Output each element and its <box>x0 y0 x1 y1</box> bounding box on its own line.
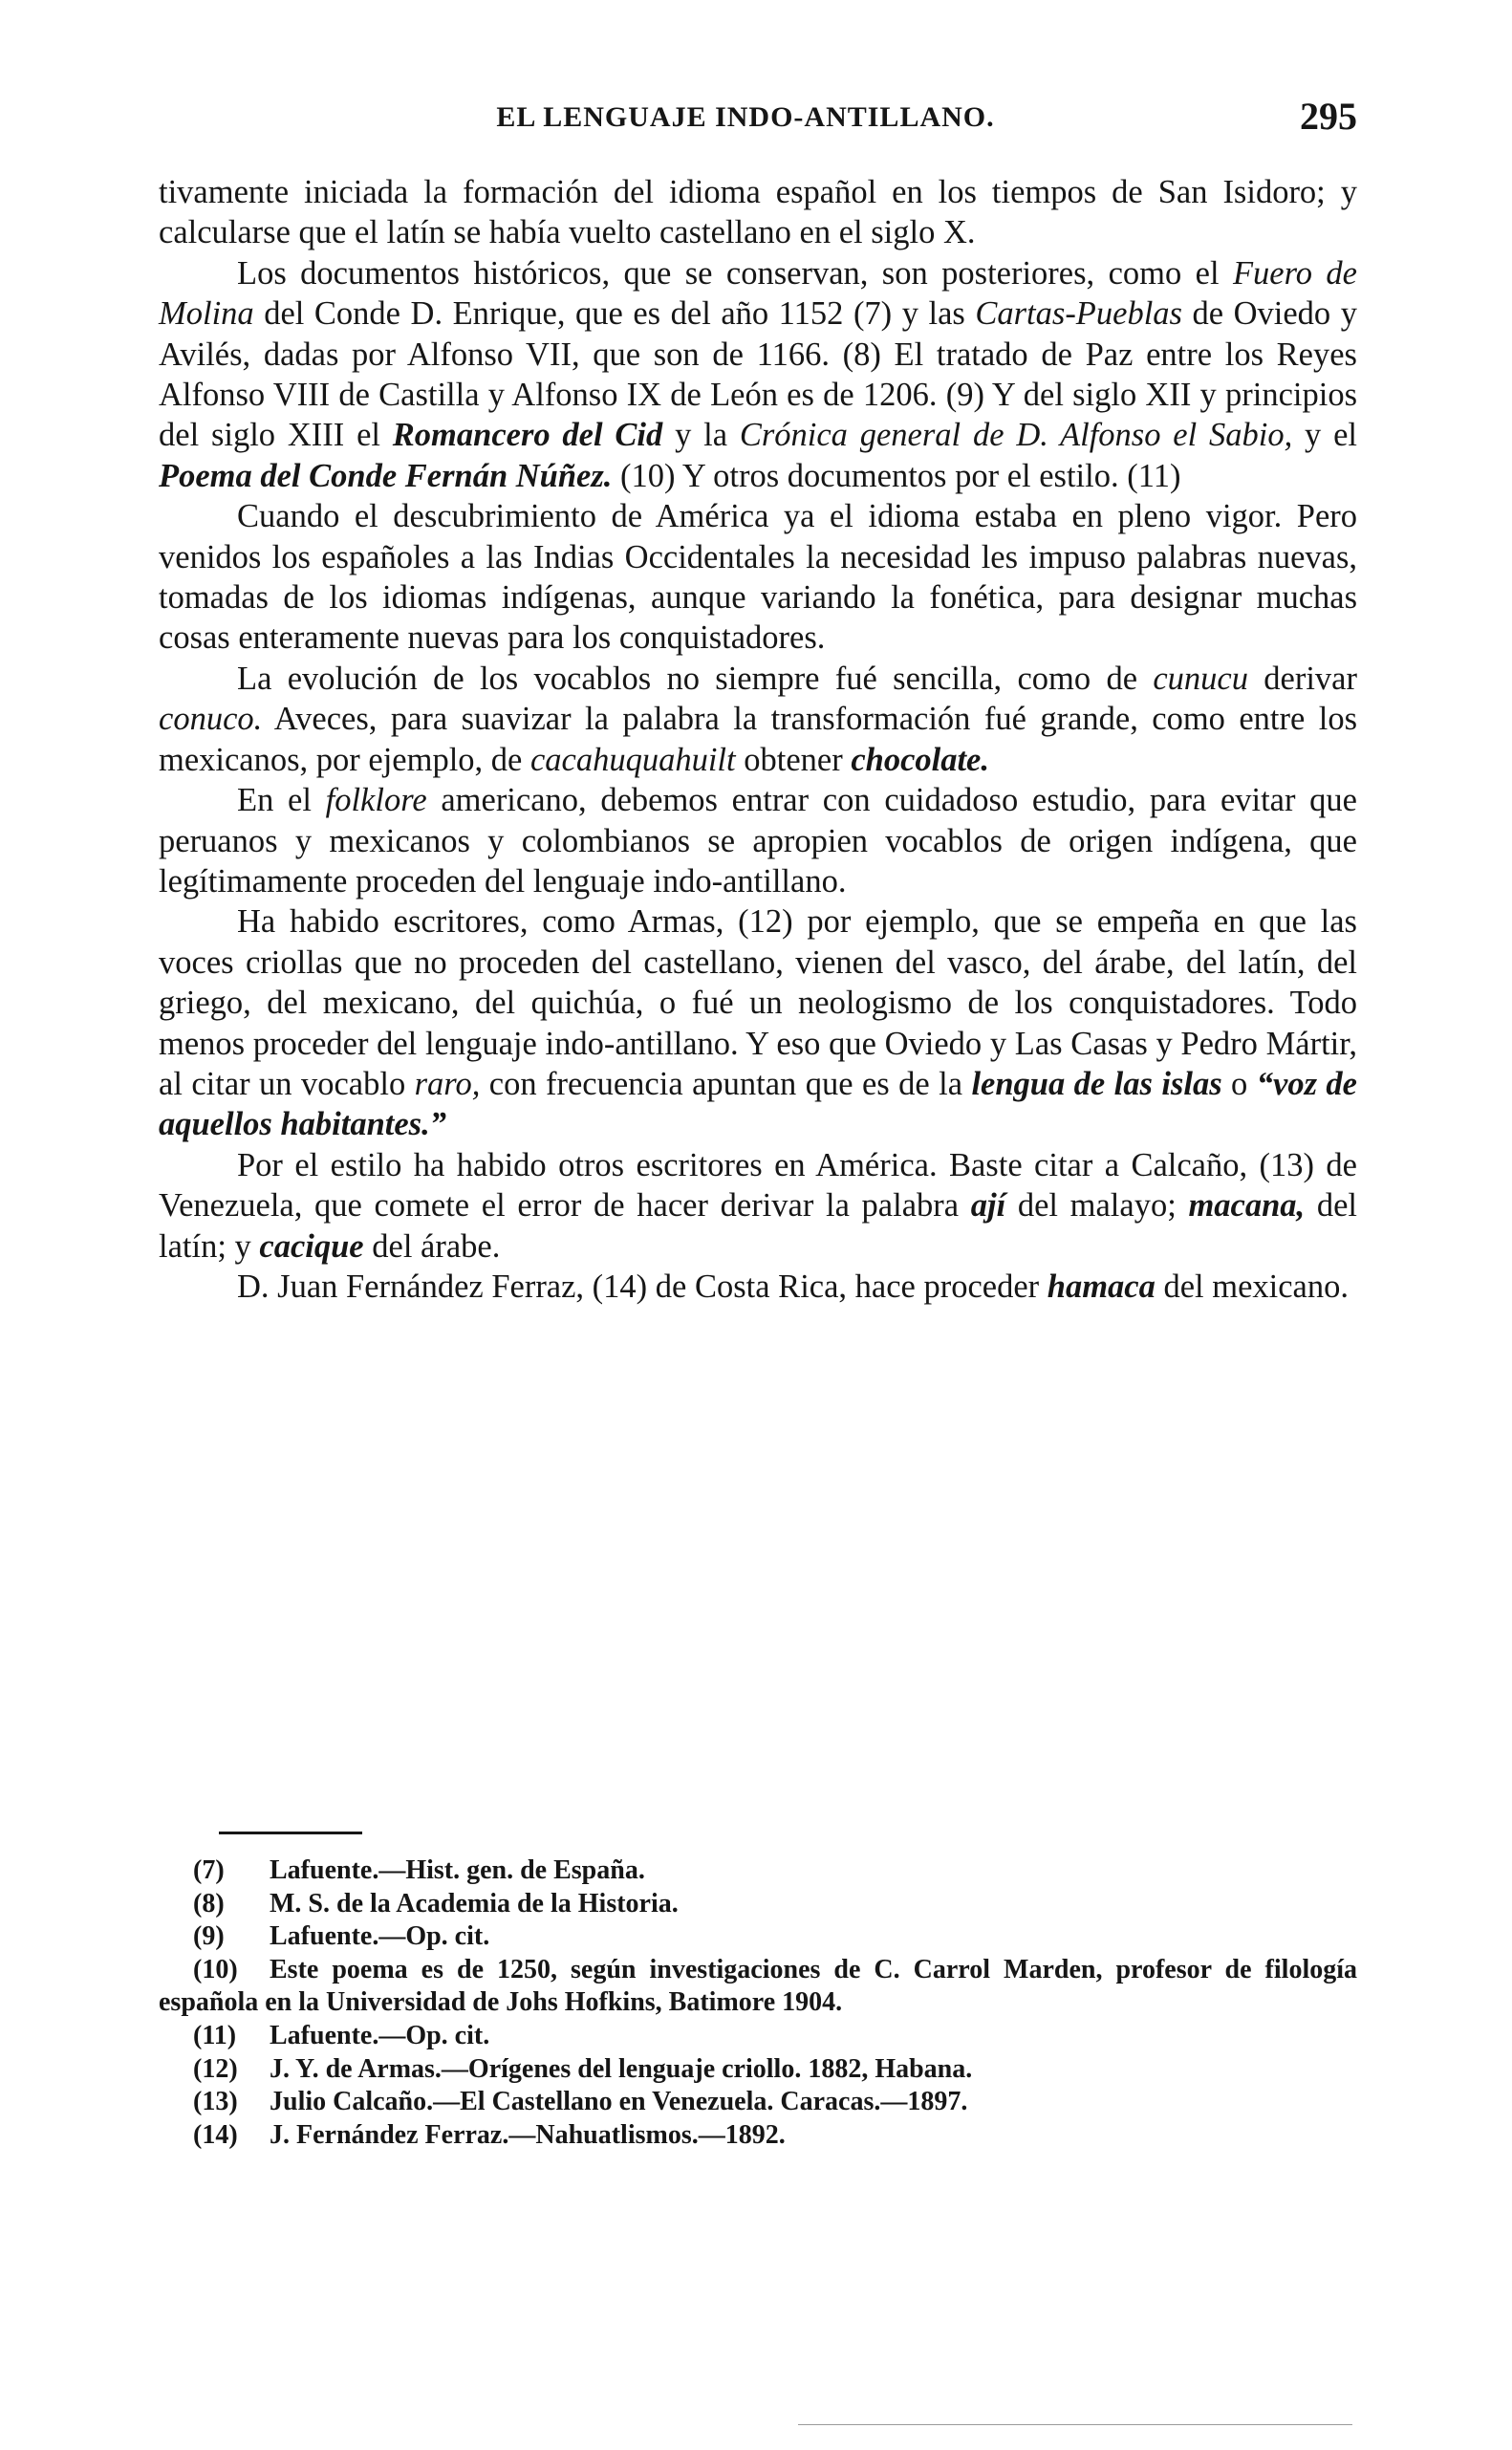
text-run: o <box>1221 1065 1257 1102</box>
footnote-number: (7) <box>193 1855 225 1885</box>
paragraph-1 <box>159 172 1357 253</box>
scan-edge-line <box>798 2424 1352 2425</box>
footnote-text: Lafuente.—Op. cit. <box>270 1921 490 1952</box>
term-raro: raro, <box>414 1065 481 1102</box>
text-run: Ha habido escritores, como Armas, (12) por ejemplo, que se empeña en que las voces criollas que no proceden del castellano, vienen del vasco, del árabe, del latín, del griego, del mexicano, del quichúa, o fué un neologismo de los conquistadores. Todo menos proceder del lenguaje indo-antillano. Y eso que Oviedo y Las Casas y Pedro Mártir, al citar un vocablo <box>159 903 1357 1102</box>
text-run: Aveces, para suavizar la palabra la transformación fué grande, como entre los mexicanos, por ejemplo, de <box>159 701 1357 778</box>
footnote-14 <box>159 2119 1357 2153</box>
text-run: del mexicano. <box>1155 1268 1349 1305</box>
paragraph-5 <box>159 780 1357 901</box>
term-cacahuquahuilt: cacahuquahuilt <box>529 741 736 778</box>
paragraph-2 <box>159 253 1357 496</box>
text-run: Por el estilo ha habido otros escritores en América. Baste citar a Calcaño, (13) de Venezuela, que comete el error de hacer derivar la palabra <box>159 1146 1357 1225</box>
footnote-text: Este poema es de 1250, según investigaciones de C. Carrol Marden, profesor de filología española en la Universidad de Johs Hofkins, Batimore 1904. <box>159 1954 1357 2018</box>
text-run: obtener <box>735 741 852 778</box>
footnote-number: (14) <box>193 2119 238 2150</box>
term-macana: macana, <box>1188 1187 1306 1225</box>
footnote-text: Lafuente.—Op. cit. <box>270 2020 490 2050</box>
footnote-11 <box>159 2020 1357 2053</box>
text-run: derivar <box>1247 660 1357 697</box>
text-run: americano, debemos entrar con cuidadoso estudio, para evitar que peruanos y mexicanos y colombianos se apropien vocablos de origen indígena, que legítimamente proceden del lenguaje indo-antillano. <box>159 782 1357 900</box>
title-poema-del-conde: Poema del Conde Fernán Núñez. <box>159 457 613 494</box>
footnote-9 <box>159 1920 1357 1954</box>
paragraph-1-text: tivamente iniciada la formación del idioma español en los tiempos de San Isidoro; y calcularse que el latín se había vuelto castellano en el siglo X. <box>159 174 1357 251</box>
footnote-number: (9) <box>193 1921 225 1952</box>
term-chocolate: chocolate. <box>851 741 989 778</box>
text-run: del Conde D. Enrique, que es del año 1152 (7) y las <box>253 295 976 333</box>
paragraph-8 <box>159 1267 1357 1307</box>
text-run: y el <box>1292 417 1357 454</box>
text-run: La evolución de los vocablos no siempre fué sencilla, como de <box>237 660 1154 697</box>
text-run: y la <box>662 417 740 454</box>
title-cartas-pueblas: Cartas-Pueblas <box>975 295 1182 333</box>
phrase-lengua-de-las-islas: lengua de las islas <box>971 1065 1222 1102</box>
phrase-voz-de-aquellos: “voz de aquellos habitantes.” <box>159 1065 1357 1143</box>
footnote-number: (8) <box>193 1888 225 1919</box>
footnotes <box>159 1854 1357 2152</box>
running-title: EL LENGUAJE INDO-ANTILLANO. <box>496 101 995 133</box>
footnote-text: Lafuente.—Hist. gen. de España. <box>270 1855 645 1885</box>
title-fuero-de-molina: Fuero de Molina <box>159 254 1357 333</box>
paragraph-4 <box>159 659 1357 780</box>
text-run: del árabe. <box>363 1227 501 1265</box>
term-hamaca: hamaca <box>1047 1268 1156 1305</box>
body-text <box>159 172 1357 1307</box>
footnote-10 <box>159 1954 1357 2020</box>
footnote-7 <box>159 1854 1357 1888</box>
text-run: del latín; y <box>159 1187 1358 1265</box>
text-run: de Oviedo y Avilés, dadas por Alfonso VII, que son de 1166. (8) El tratado de Paz entre los Reyes Alfonso VIII de Castilla y Alfonso IX de León es de 1206. (9) Y del siglo XII y principios del siglo XIII el <box>159 295 1357 454</box>
footnote-8 <box>159 1888 1357 1921</box>
footnote-text: J. Y. de Armas.—Orígenes del lenguaje criollo. 1882, Habana. <box>270 2053 973 2084</box>
text-run: Los documentos históricos, que se conservan, son posteriores, como el <box>237 254 1233 292</box>
footnote-number: (13) <box>193 2087 238 2117</box>
footnote-text: Julio Calcaño.—El Castellano en Venezuela. Caracas.—1897. <box>270 2087 968 2117</box>
footnote-text: J. Fernández Ferraz.—Nahuatlismos.—1892. <box>270 2119 786 2150</box>
title-cronica-general: Crónica general de D. Alfonso el Sabio, <box>739 417 1293 454</box>
text-run: En el <box>237 782 326 819</box>
text-run: D. Juan Fernández Ferraz, (14) de Costa Rica, hace proceder <box>237 1268 1048 1305</box>
title-romancero-del-cid: Romancero del Cid <box>392 417 663 454</box>
paragraph-3-text: Cuando el descubrimiento de América ya el idioma estaba en pleno vigor. Pero venidos los españoles a las Indias Occidentales la necesidad les impuso palabras nuevas, tomadas de los idiomas indígenas, aunque variando la fonética, para designar muchas cosas enteramente nuevas para los conquistadores. <box>159 498 1357 657</box>
text-run: (10) Y otros documentos por el estilo. (11) <box>612 457 1181 494</box>
term-aji: ají <box>970 1187 1006 1225</box>
text-run: del malayo; <box>1005 1187 1189 1225</box>
running-head <box>134 94 1357 138</box>
term-conuco: conuco. <box>159 701 263 738</box>
term-cunucu: cunucu <box>1153 660 1248 697</box>
term-folklore: folklore <box>325 782 427 819</box>
footnote-13 <box>159 2086 1357 2119</box>
footnote-text: M. S. de la Academia de la Historia. <box>270 1888 679 1919</box>
footnote-number: (11) <box>193 2020 237 2050</box>
footnote-number: (10) <box>193 1954 238 1984</box>
paragraph-7 <box>159 1145 1357 1267</box>
footnote-number: (12) <box>193 2053 238 2084</box>
page-number: 295 <box>1300 95 1357 138</box>
text-run: con frecuencia apuntan que es de la <box>480 1065 972 1102</box>
term-cacique: cacique <box>259 1227 364 1265</box>
footnote-12 <box>159 2053 1357 2087</box>
paragraph-3 <box>159 496 1357 659</box>
footnote-rule <box>219 1832 362 1834</box>
paragraph-6 <box>159 901 1357 1144</box>
